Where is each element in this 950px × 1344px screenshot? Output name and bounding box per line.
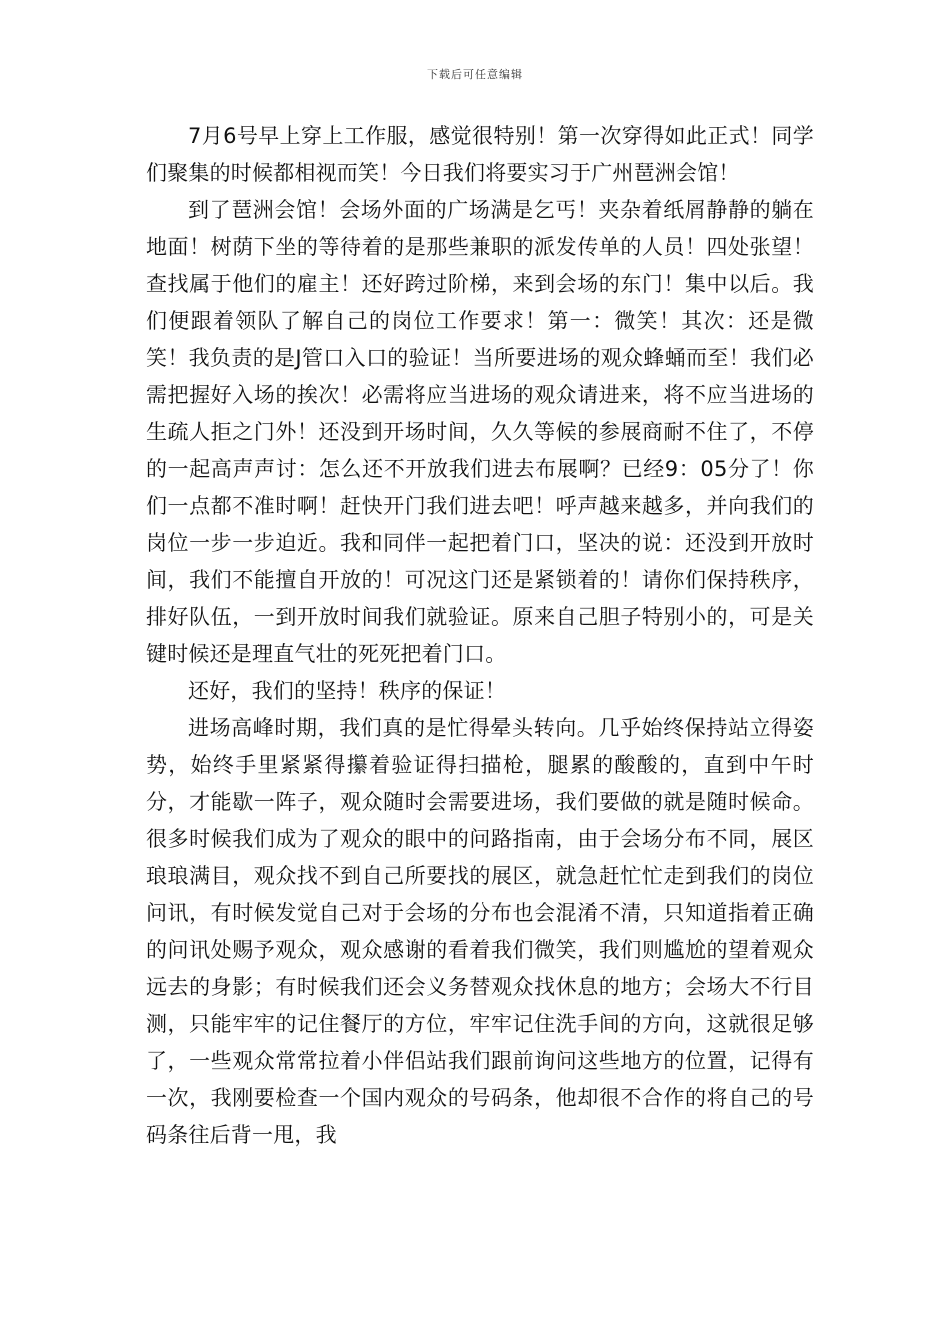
page-header: 下载后可任意编辑 [427, 68, 523, 81]
paragraph-4: 进场高峰时期，我们真的是忙得晕头转向。几乎始终保持站立得姿势，始终手里紧紧得攥着验证得扫描枪，腿累的酸酸的，直到中午时分，才能歇一阵子，观众随时会需要进场，我们要做的就是随时候命。很多时候我们成为了观众的眼中的问路指南，由于会场分布不同，展区琅琅满目，观众找不到自己所要找的展区，就急赶忙忙走到我们的岗位问讯，有时候发觉自己对于会场的分布也会混淆不清，只知道指着正确的问讯处赐予观众，观众感谢的看着我们微笑，我们则尴尬的望着观众远去的身影；有时候我们还会义务替观众找休息的地方；会场大不行目测，只能牢牢的记住餐厅的方位，牢牢记住洗手间的方向，这就很足够了，一些观众常常拉着小伴侣站我们跟前询问这些地方的位置，记得有一次，我刚要检查一个国内观众的号码条，他却很不合作的将自己的号码条往后背一甩，我 [146, 716, 814, 1147]
paragraph-3: 还好，我们的坚持！秩序的保证！ [188, 679, 506, 703]
paragraph-1: 7月6号早上穿上工作服，感觉很特别！第一次穿得如此正式！同学们聚集的时候都相视而笑！今日我们将要实习于广州琶洲会馆！ [146, 124, 814, 185]
document-body [146, 118, 814, 1154]
paragraph-2: 到了琶洲会馆！会场外面的广场满是乞丐！夹杂着纸屑静静的躺在地面！树荫下坐的等待着的是那些兼职的派发传单的人员！四处张望！查找属于他们的雇主！还好跨过阶梯，来到会场的东门！集中以后。我们便跟着领队了解自己的岗位工作要求！第一：微笑！其次：还是微笑！我负责的是J管口入口的验证！当所要进场的观众蜂蛹而至！我们必需把握好入场的挨次！必需将应当进场的观众请进来，将不应当进场的生疏人拒之门外！还没到开场时间，久久等候的参展商耐不住了，不停的一起高声声讨：怎么还不开放我们进去布展啊？已经9：05分了！你们一点都不准时啊！赶快开门我们进去吧！呼声越来越多，并向我们的岗位一步一步迫近。我和同伴一起把着门口，坚决的说：还没到开放时间，我们不能擅自开放的！可况这门还是紧锁着的！请你们保持秩序，排好队伍，一到开放时间我们就验证。原来自己胆子特别小的，可是关键时候还是理直气壮的死死把着门口。 [146, 198, 814, 666]
